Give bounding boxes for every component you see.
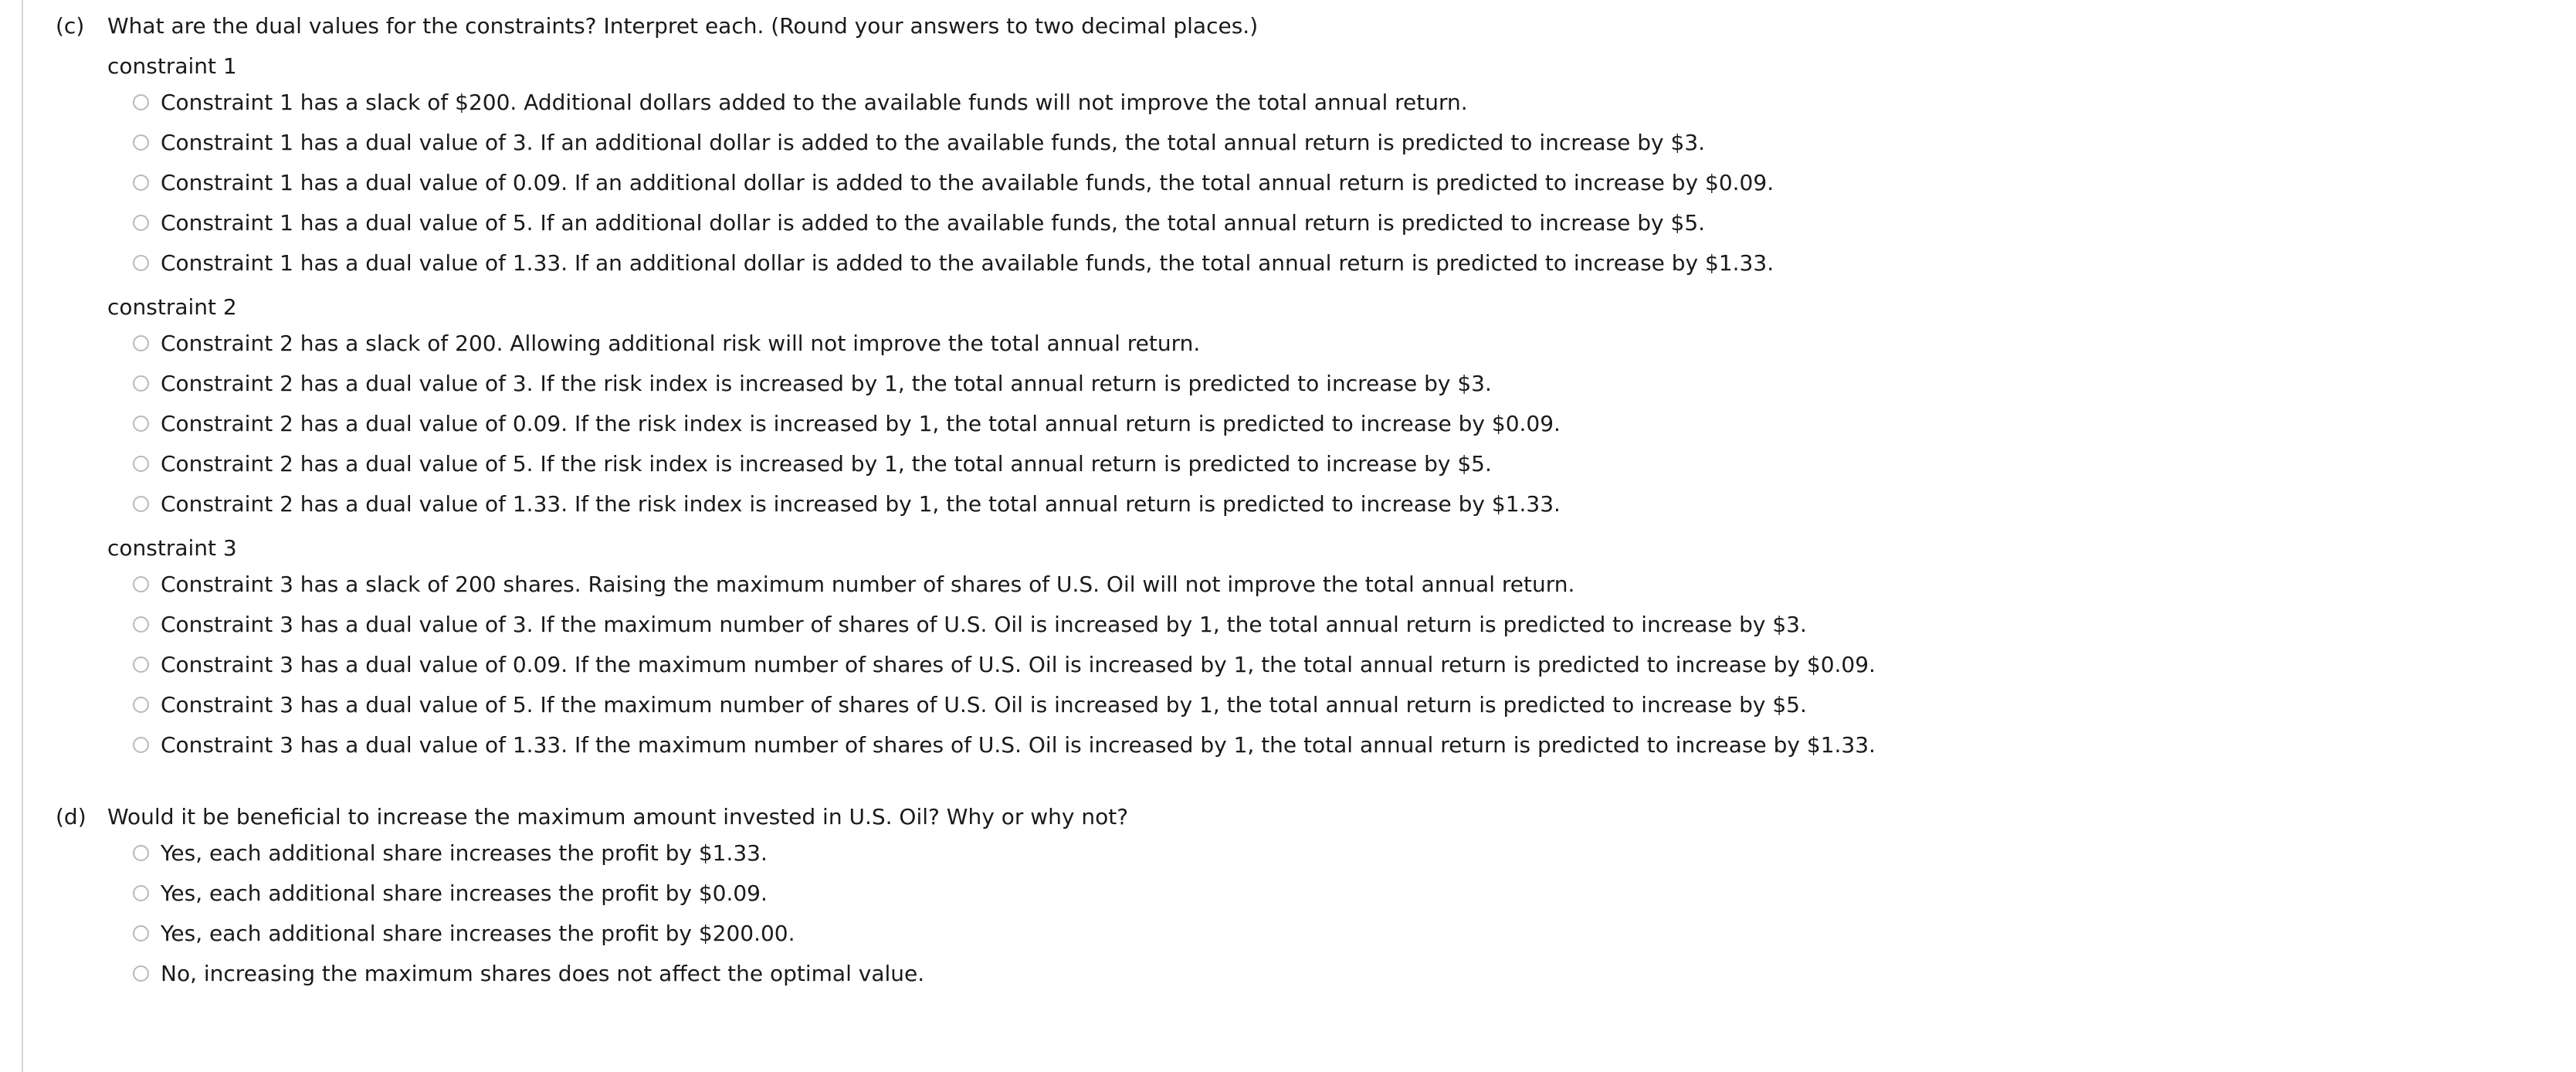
option-label: Constraint 2 has a dual value of 5. If the risk index is increased by 1, the total annual return is predicted to increase by $5.	[161, 450, 1492, 477]
option-label: Constraint 3 has a dual value of 3. If the maximum number of shares of U.S. Oil is increased by 1, the total annual return is predicted to increase by $3.	[161, 611, 1807, 637]
radio-button[interactable]	[133, 576, 149, 592]
part-d-header	[56, 802, 2527, 833]
radio-button[interactable]	[133, 845, 149, 861]
left-border-rule	[22, 0, 23, 1072]
option-label: Constraint 3 has a dual value of 0.09. If the maximum number of shares of U.S. Oil is increased by 1, the total annual return is predicted to increase by $0.09.	[161, 651, 1876, 677]
constraint-3-option-3[interactable]	[133, 644, 2527, 684]
radio-button[interactable]	[133, 215, 149, 231]
part-d-option-2[interactable]	[133, 873, 2527, 913]
option-label: No, increasing the maximum shares does not affect the optimal value.	[161, 960, 925, 986]
option-label: Constraint 1 has a dual value of 0.09. If an additional dollar is added to the available funds, the total annual return is predicted to increase by $0.09.	[161, 169, 1774, 195]
constraint-3-option-5[interactable]	[133, 724, 2527, 765]
option-label: Yes, each additional share increases the profit by $1.33.	[161, 840, 768, 866]
radio-button[interactable]	[133, 375, 149, 392]
radio-button[interactable]	[133, 134, 149, 151]
radio-button[interactable]	[133, 496, 149, 512]
constraint-2-option-3[interactable]	[133, 403, 2527, 443]
constraint-3-group	[56, 533, 2527, 765]
constraint-1-option-1[interactable]	[133, 82, 2527, 122]
option-label: Constraint 1 has a slack of $200. Additional dollars added to the available funds will not improve the total annual return.	[161, 89, 1468, 115]
option-label: Constraint 1 has a dual value of 5. If an additional dollar is added to the available funds, the total annual return is predicted to increase by $5.	[161, 209, 1706, 236]
part-d-option-4[interactable]	[133, 953, 2527, 993]
option-label: Constraint 2 has a dual value of 0.09. If the risk index is increased by 1, the total annual return is predicted to increase by $0.09.	[161, 410, 1561, 436]
radio-button[interactable]	[133, 697, 149, 713]
option-label: Constraint 2 has a slack of 200. Allowing additional risk will not improve the total annual return.	[161, 330, 1201, 356]
part-c-question: What are the dual values for the constraints? Interpret each. (Round your answers to two decimal places.)	[107, 13, 1259, 39]
radio-button[interactable]	[133, 965, 149, 982]
constraint-1-title: constraint 1	[107, 53, 237, 79]
constraint-3-option-1[interactable]	[133, 564, 2527, 604]
radio-button[interactable]	[133, 456, 149, 472]
radio-button[interactable]	[133, 335, 149, 351]
radio-button[interactable]	[133, 94, 149, 110]
radio-button[interactable]	[133, 656, 149, 673]
constraint-2-option-5[interactable]	[133, 483, 2527, 524]
constraint-1-group	[56, 51, 2527, 283]
constraint-3-title: constraint 3	[107, 535, 237, 561]
constraint-2-option-4[interactable]	[133, 443, 2527, 483]
radio-button[interactable]	[133, 616, 149, 633]
constraint-2-option-1[interactable]	[133, 323, 2527, 363]
constraint-2-group	[56, 292, 2527, 524]
radio-button[interactable]	[133, 885, 149, 901]
option-label: Yes, each additional share increases the profit by $200.00.	[161, 920, 795, 946]
constraint-1-option-5[interactable]	[133, 243, 2527, 283]
constraint-3-option-4[interactable]	[133, 684, 2527, 724]
radio-button[interactable]	[133, 255, 149, 271]
radio-button[interactable]	[133, 737, 149, 753]
part-c-header	[56, 11, 2527, 42]
constraint-1-option-2[interactable]	[133, 122, 2527, 162]
constraint-3-option-2[interactable]	[133, 604, 2527, 644]
part-d-option-1[interactable]	[133, 833, 2527, 873]
option-label: Constraint 3 has a slack of 200 shares. Raising the maximum number of shares of U.S. Oil will not improve the total annual return.	[161, 571, 1575, 597]
radio-button[interactable]	[133, 925, 149, 941]
part-d-letter: (d)	[56, 804, 86, 829]
part-d-question: Would it be beneficial to increase the maximum amount invested in U.S. Oil? Why or why not?	[107, 804, 1129, 829]
radio-button[interactable]	[133, 416, 149, 432]
option-label: Constraint 3 has a dual value of 1.33. If the maximum number of shares of U.S. Oil is increased by 1, the total annual return is predicted to increase by $1.33.	[161, 731, 1876, 758]
constraint-1-option-3[interactable]	[133, 162, 2527, 202]
option-label: Constraint 3 has a dual value of 5. If the maximum number of shares of U.S. Oil is increased by 1, the total annual return is predicted to increase by $5.	[161, 691, 1807, 717]
constraint-1-option-4[interactable]	[133, 202, 2527, 243]
constraint-2-title: constraint 2	[107, 294, 237, 320]
part-c	[56, 11, 2527, 765]
option-label: Constraint 1 has a dual value of 1.33. If an additional dollar is added to the available funds, the total annual return is predicted to increase by $1.33.	[161, 249, 1774, 276]
constraint-2-option-2[interactable]	[133, 363, 2527, 403]
part-d-option-3[interactable]	[133, 913, 2527, 953]
option-label: Constraint 2 has a dual value of 3. If the risk index is increased by 1, the total annual return is predicted to increase by $3.	[161, 370, 1492, 396]
radio-button[interactable]	[133, 175, 149, 191]
question-content	[56, 11, 2527, 993]
option-label: Yes, each additional share increases the profit by $0.09.	[161, 880, 768, 906]
part-c-letter: (c)	[56, 13, 85, 39]
option-label: Constraint 2 has a dual value of 1.33. If the risk index is increased by 1, the total annual return is predicted to increase by $1.33.	[161, 490, 1561, 517]
option-label: Constraint 1 has a dual value of 3. If an additional dollar is added to the available funds, the total annual return is predicted to increase by $3.	[161, 129, 1706, 155]
part-d	[56, 802, 2527, 993]
